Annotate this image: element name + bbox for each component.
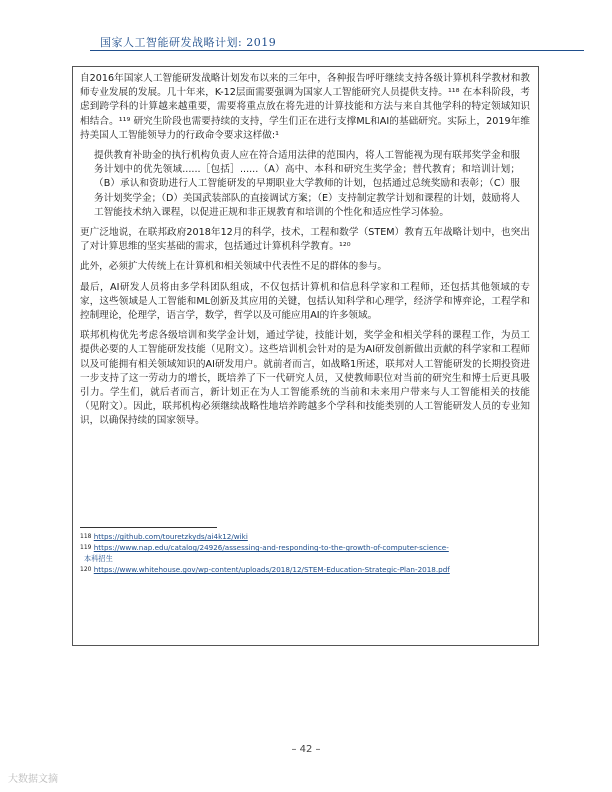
footnote-link[interactable]: https://github.com/touretzkyds/ai4k12/wiki: [93, 532, 248, 541]
page-number: – 42 –: [291, 744, 321, 755]
paragraph-agencies: 联邦机构优先考虑各级培训和奖学金计划，通过学徒，技能计划，奖学金和相关学科的课程工作，为员工提供必要的人工智能研发技能（见附文）。这些培训机会针对的是为AI研发创新做出贡献的科学家和工程师以及可能拥有相关领域知识的AI研发用户。就前者而言，如战略1所述，联邦对人工智能研发的长期投资进一步支持了这一劳动力的增长，既培养了下一代研究人员，又使教师职位对当前的研究生和博士后更具吸引力。学生们，就后者而言，新计划正在为人工智能系统的当前和未来用户带来与人工智能相关的技能（见附文）。因此，联邦机构必须继续战略性地培养跨越多个学科和技能类别的人工智能研发人员的专业知识，以确保持续的国家领导。: [80, 330, 530, 427]
footnote-number: 120: [80, 566, 92, 573]
paragraph-teams: 最后，AI研发人员将由多学科团队组成，不仅包括计算机和信息科学家和工程师，还包括其他领域的专家，这些领域是人工智能和ML创新及其应用的关键，包括认知科学和心理学，经济学和博弈论，工程学和控制理论，伦理学，语言学，数学，哲学以及可能应用AI的许多领域。: [80, 281, 530, 322]
main-content: [80, 72, 530, 435]
footnote-number: 118: [80, 533, 92, 540]
footnote-119: [80, 542, 530, 564]
footnote-link[interactable]: https://www.whitehouse.gov/wp-content/uploads/2018/12/STEM-Education-Strategic-Plan-2018.pdf: [93, 565, 450, 574]
executive-order-quote: 提供教育补助金的执行机构负责人应在符合适用法律的范围内，将人工智能视为现有联邦奖学金和服务计划中的优先领域......［包括］......（A）高中、本科和研究生奖学金；替代教育；和培训计划；（B）承认和资助进行人工智能研发的早期职业大学教师的计划，包括通过总统奖励和表彰；（C）服务计划奖学金；（D）美国武装部队的直接调试方案；（E）支持制定教学计划和课程的计划，鼓励将人工智能技术纳入课程，以促进正规和非正规教育和培训的个性化和适应性学习体验。: [94, 150, 520, 218]
footnote-link-continuation[interactable]: 本科招生: [84, 554, 113, 563]
footnotes: [80, 531, 530, 575]
page-header-title: 国家人工智能研发战略计划: 2019: [100, 36, 277, 49]
footnote-118: [80, 531, 530, 542]
footnote-divider: [80, 527, 217, 528]
footnote-link[interactable]: https://www.nap.edu/catalog/24926/assessing-and-responding-to-the-growth-of-computer-science-: [93, 543, 449, 552]
footnote-120: [80, 564, 530, 575]
footnote-number: 119: [80, 544, 92, 551]
watermark-logo: 大数据文摘: [8, 774, 58, 785]
paragraph-stem-plan: 更广泛地说，在联邦政府2018年12月的科学，技术，工程和数学（STEM）教育五年战略计划中，也突出了对计算思维的坚实基础的需求，包括通过计算机科学教育。¹²⁰: [80, 227, 530, 253]
header-divider: [90, 50, 584, 51]
paragraph-participation: 此外，必须扩大传统上在计算机和相关领域中代表性不足的群体的参与。: [80, 261, 387, 273]
paragraph-intro: 自2016年国家人工智能研发战略计划发布以来的三年中，各种报告呼吁继续支持各级计算机科学教材和教师专业发展的发展。几十年来，K-12层面需要强调为国家人工智能研究人员提供支持。¹¹⁸ 在本科阶段，考虑到跨学科的计算越来越重要，需要将重点放在将先进的计算技能和方法与来自其他学科的特定领域知识相结合。¹¹⁹ 研究生阶段也需要持续的支持，学生们正在进行支撑ML和AI的基础研究。实际上，2019年维持美国人工智能领导力的行政命令要求这样做:¹: [80, 73, 530, 141]
